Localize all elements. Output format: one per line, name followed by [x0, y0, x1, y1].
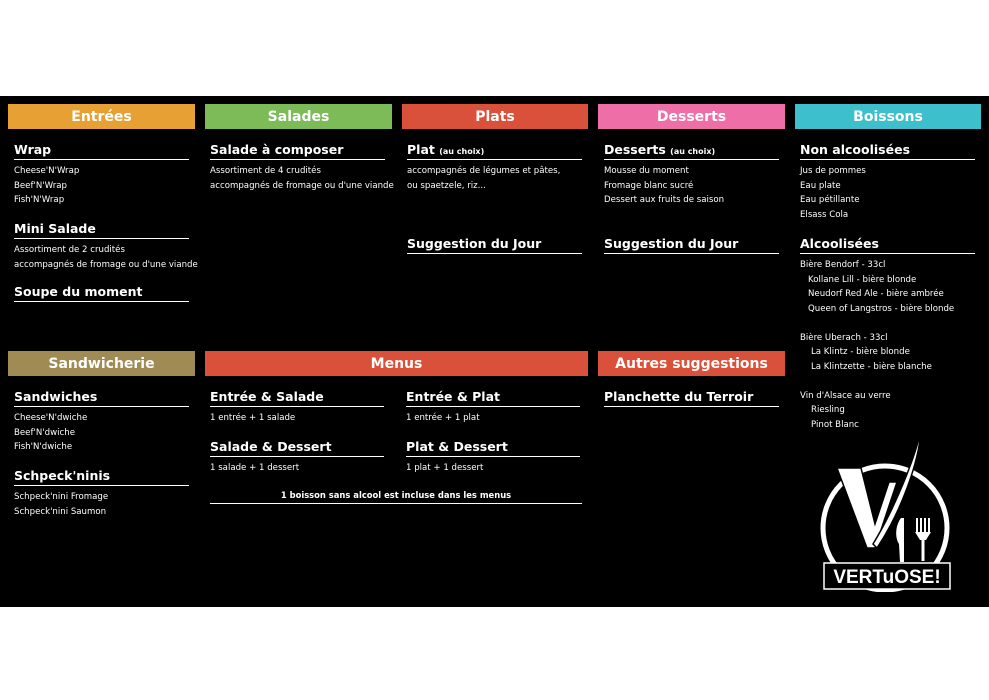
section-title-text: Desserts [604, 142, 666, 157]
header-boissons: Boissons [795, 104, 981, 129]
menus-note: 1 boisson sans alcool est incluse dans les menus [210, 490, 582, 504]
list-item: Jus de pommes [800, 166, 866, 176]
header-plats: Plats [402, 104, 588, 129]
header-autres-suggestions: Autres suggestions [598, 351, 785, 376]
header-menus: Menus [205, 351, 588, 376]
section-title: Wrap [14, 142, 189, 160]
list-item: Queen of Langstros - bière blonde [808, 303, 955, 314]
menu-desc: 1 salade + 1 dessert [210, 463, 300, 473]
list-item: Fish'N'dwiche [14, 442, 73, 452]
section-soupe [14, 284, 189, 306]
header-sandwicherie: Sandwicherie [8, 351, 195, 376]
list-item: Fromage blanc sucré [604, 180, 694, 191]
section-title: Salade & Dessert [210, 439, 384, 457]
list-item: Pinot Blanc [811, 419, 859, 430]
spacer [800, 374, 975, 389]
logo-text: VERTuOSE! [833, 567, 941, 588]
section-planchette [604, 389, 779, 411]
menu-plat-dessert [406, 439, 580, 476]
vertuose-logo [815, 426, 961, 592]
list-item: La Klintz - bière blonde [811, 347, 910, 357]
section-title: Plat & Dessert [406, 439, 580, 457]
menu-desc: 1 entrée + 1 salade [210, 413, 296, 423]
list-item: accompagnés de fromage ou d'une viande [14, 259, 198, 270]
section-title [407, 142, 582, 160]
list-item: accompagnés de légumes et pâtes, [407, 166, 561, 176]
section-schpecknini [14, 468, 189, 519]
list-item: Eau pétillante [800, 195, 860, 205]
section-title: Suggestion du Jour [407, 236, 582, 254]
list-item: Schpeck'nini Saumon [14, 506, 107, 517]
section-title: Planchette du Terroir [604, 389, 779, 407]
v-fork-knife-logo-icon [815, 426, 961, 592]
section-title [604, 142, 779, 160]
section-non-alcoolisees [800, 142, 975, 222]
section-mini-salade [14, 221, 198, 272]
menu-salade-dessert [210, 439, 384, 476]
header-entrees: Entrées [8, 104, 195, 129]
section-suggestion-plats [407, 236, 582, 258]
list-subheading: Bière Bendorf - 33cl [800, 260, 886, 270]
list-item: Mousse du moment [604, 166, 689, 176]
section-wrap [14, 142, 189, 208]
section-plat [407, 142, 582, 193]
list-item: Eau plate [800, 180, 841, 191]
section-title: Suggestion du Jour [604, 236, 779, 254]
menu-desc: 1 plat + 1 dessert [406, 463, 484, 473]
menu-entree-salade [210, 389, 384, 426]
section-desserts [604, 142, 779, 208]
section-title: Sandwiches [14, 389, 189, 407]
list-item: Neudorf Red Ale - bière ambrée [808, 289, 944, 299]
list-subheading: Bière Uberach - 33cl [800, 332, 888, 343]
section-title: Soupe du moment [14, 284, 189, 302]
section-suggestion-desserts [604, 236, 779, 258]
list-item: Fish'N'Wrap [14, 195, 65, 205]
list-item: Assortiment de 2 crudités [14, 245, 125, 255]
list-item: Elsass Cola [800, 209, 849, 220]
list-item: Dessert aux fruits de saison [604, 195, 725, 205]
list-item: Cheese'N'Wrap [14, 166, 80, 176]
list-subheading: Vin d'Alsace au verre [800, 390, 891, 401]
list-item: Kollane Lill - bière blonde [808, 274, 917, 285]
list-item: La Klintzette - bière blanche [811, 361, 932, 372]
list-item: Beef'N'Wrap [14, 180, 68, 191]
section-title: Entrée & Plat [406, 389, 580, 407]
list-item: Riesling [811, 405, 845, 415]
section-note: (au choix) [439, 147, 485, 156]
list-item: ou spaetzele, riz... [407, 180, 486, 191]
spacer [800, 316, 975, 331]
section-title: Mini Salade [14, 221, 189, 239]
section-title: Salade à composer [210, 142, 385, 160]
section-title: Schpeck'ninis [14, 468, 189, 486]
section-sandwiches [14, 389, 189, 455]
section-alcoolisees [800, 236, 975, 432]
list-item: Cheese'N'dwiche [14, 413, 88, 423]
header-salades: Salades [205, 104, 392, 129]
section-note: (au choix) [670, 147, 716, 156]
menu-desc: 1 entrée + 1 plat [406, 413, 480, 423]
section-title: Alcoolisées [800, 236, 975, 254]
section-title-text: Plat [407, 142, 435, 157]
list-item: Schpeck'nini Fromage [14, 492, 109, 502]
header-desserts: Desserts [598, 104, 785, 129]
section-salade-composer [210, 142, 394, 193]
list-item: Beef'N'dwiche [14, 427, 75, 438]
list-item: Assortiment de 4 crudités [210, 166, 321, 176]
section-title: Non alcoolisées [800, 142, 975, 160]
section-title: Entrée & Salade [210, 389, 384, 407]
menu-entree-plat [406, 389, 580, 426]
list-item: accompagnés de fromage ou d'une viande [210, 180, 394, 191]
